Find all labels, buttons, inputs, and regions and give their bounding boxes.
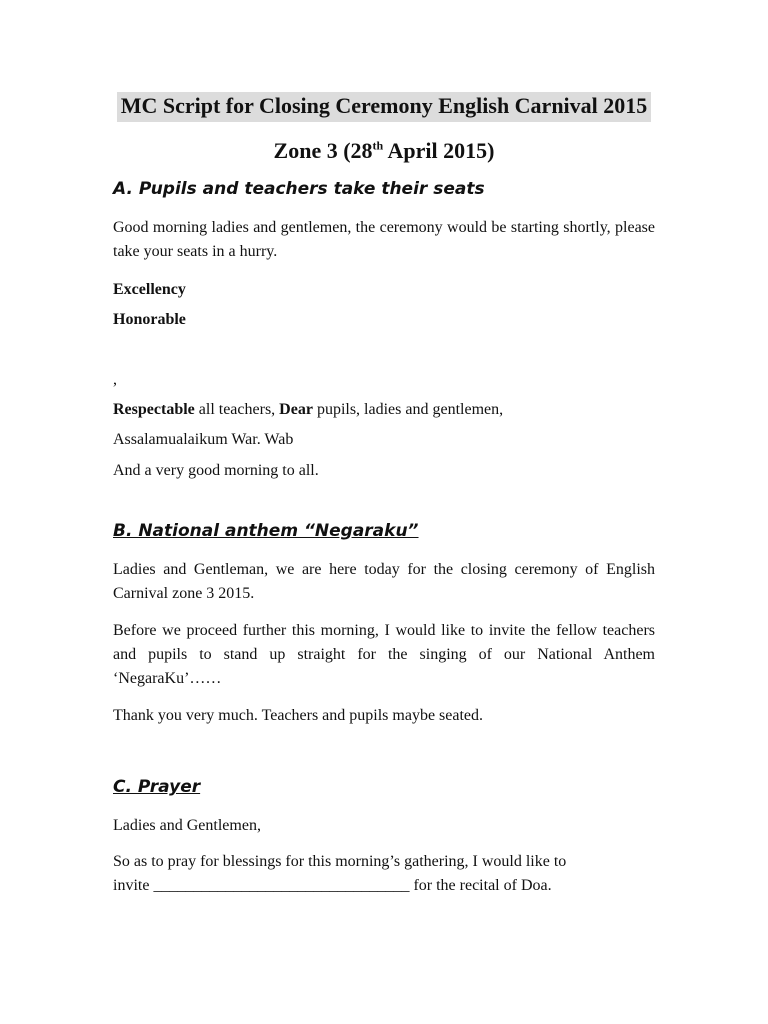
dear-bold: Dear — [279, 401, 313, 418]
section-c-paragraph-2-line-2 — [113, 874, 552, 898]
section-a-paragraph: Good morning ladies and gentlemen, the ceremony would be starting shortly, please take your seats in a hurry. — [113, 219, 655, 260]
respectable-text-1: all teachers, — [194, 401, 280, 418]
section-a-heading: A. Pupils and teachers take their seats — [113, 179, 485, 199]
name-blank-field: ________________________________ — [153, 877, 410, 894]
excellency-line: Excellency — [113, 281, 186, 298]
title-line-2 — [0, 138, 768, 164]
title-line-1-wrap — [0, 92, 768, 122]
section-b-paragraph-1: Ladies and Gentleman, we are here today for the closing ceremony of English Carnival zone 3 2015. — [113, 561, 655, 602]
honorable-line: Honorable — [113, 311, 186, 328]
title-date — [274, 138, 495, 163]
invite-suffix: for the recital of Doa. — [409, 877, 552, 894]
section-c-paragraph-2-line-1: So as to pray for blessings for this morning’s gathering, I would like to — [113, 853, 567, 870]
invite-prefix: invite — [113, 877, 154, 894]
respectable-text-2: pupils, ladies and gentlemen, — [312, 401, 504, 418]
section-c-paragraph-1: Ladies and Gentlemen, — [113, 817, 261, 834]
respectable-line — [113, 398, 503, 422]
section-c-heading: C. Prayer — [113, 777, 201, 797]
section-b-paragraph-2: Before we proceed further this morning, I would like to invite the fellow teachers and pupils to stand up straight for the singing of our National Anthem ‘NegaraKu’…… — [113, 622, 655, 687]
comma-line: , — [113, 371, 117, 388]
title-date-superscript: th — [372, 138, 384, 153]
title-date-prefix: Zone 3 (28 — [273, 138, 373, 163]
good-morning-line: And a very good morning to all. — [113, 462, 319, 479]
section-b-paragraph-3: Thank you very much. Teachers and pupils maybe seated. — [113, 707, 484, 724]
title-date-suffix: April 2015) — [383, 138, 495, 163]
greeting-line: Assalamualaikum War. Wab — [113, 431, 294, 448]
respectable-bold: Respectable — [113, 401, 195, 418]
document-title: MC Script for Closing Ceremony English Carnival 2015 — [117, 92, 652, 122]
section-b-heading: B. National anthem “Negaraku” — [113, 521, 419, 541]
